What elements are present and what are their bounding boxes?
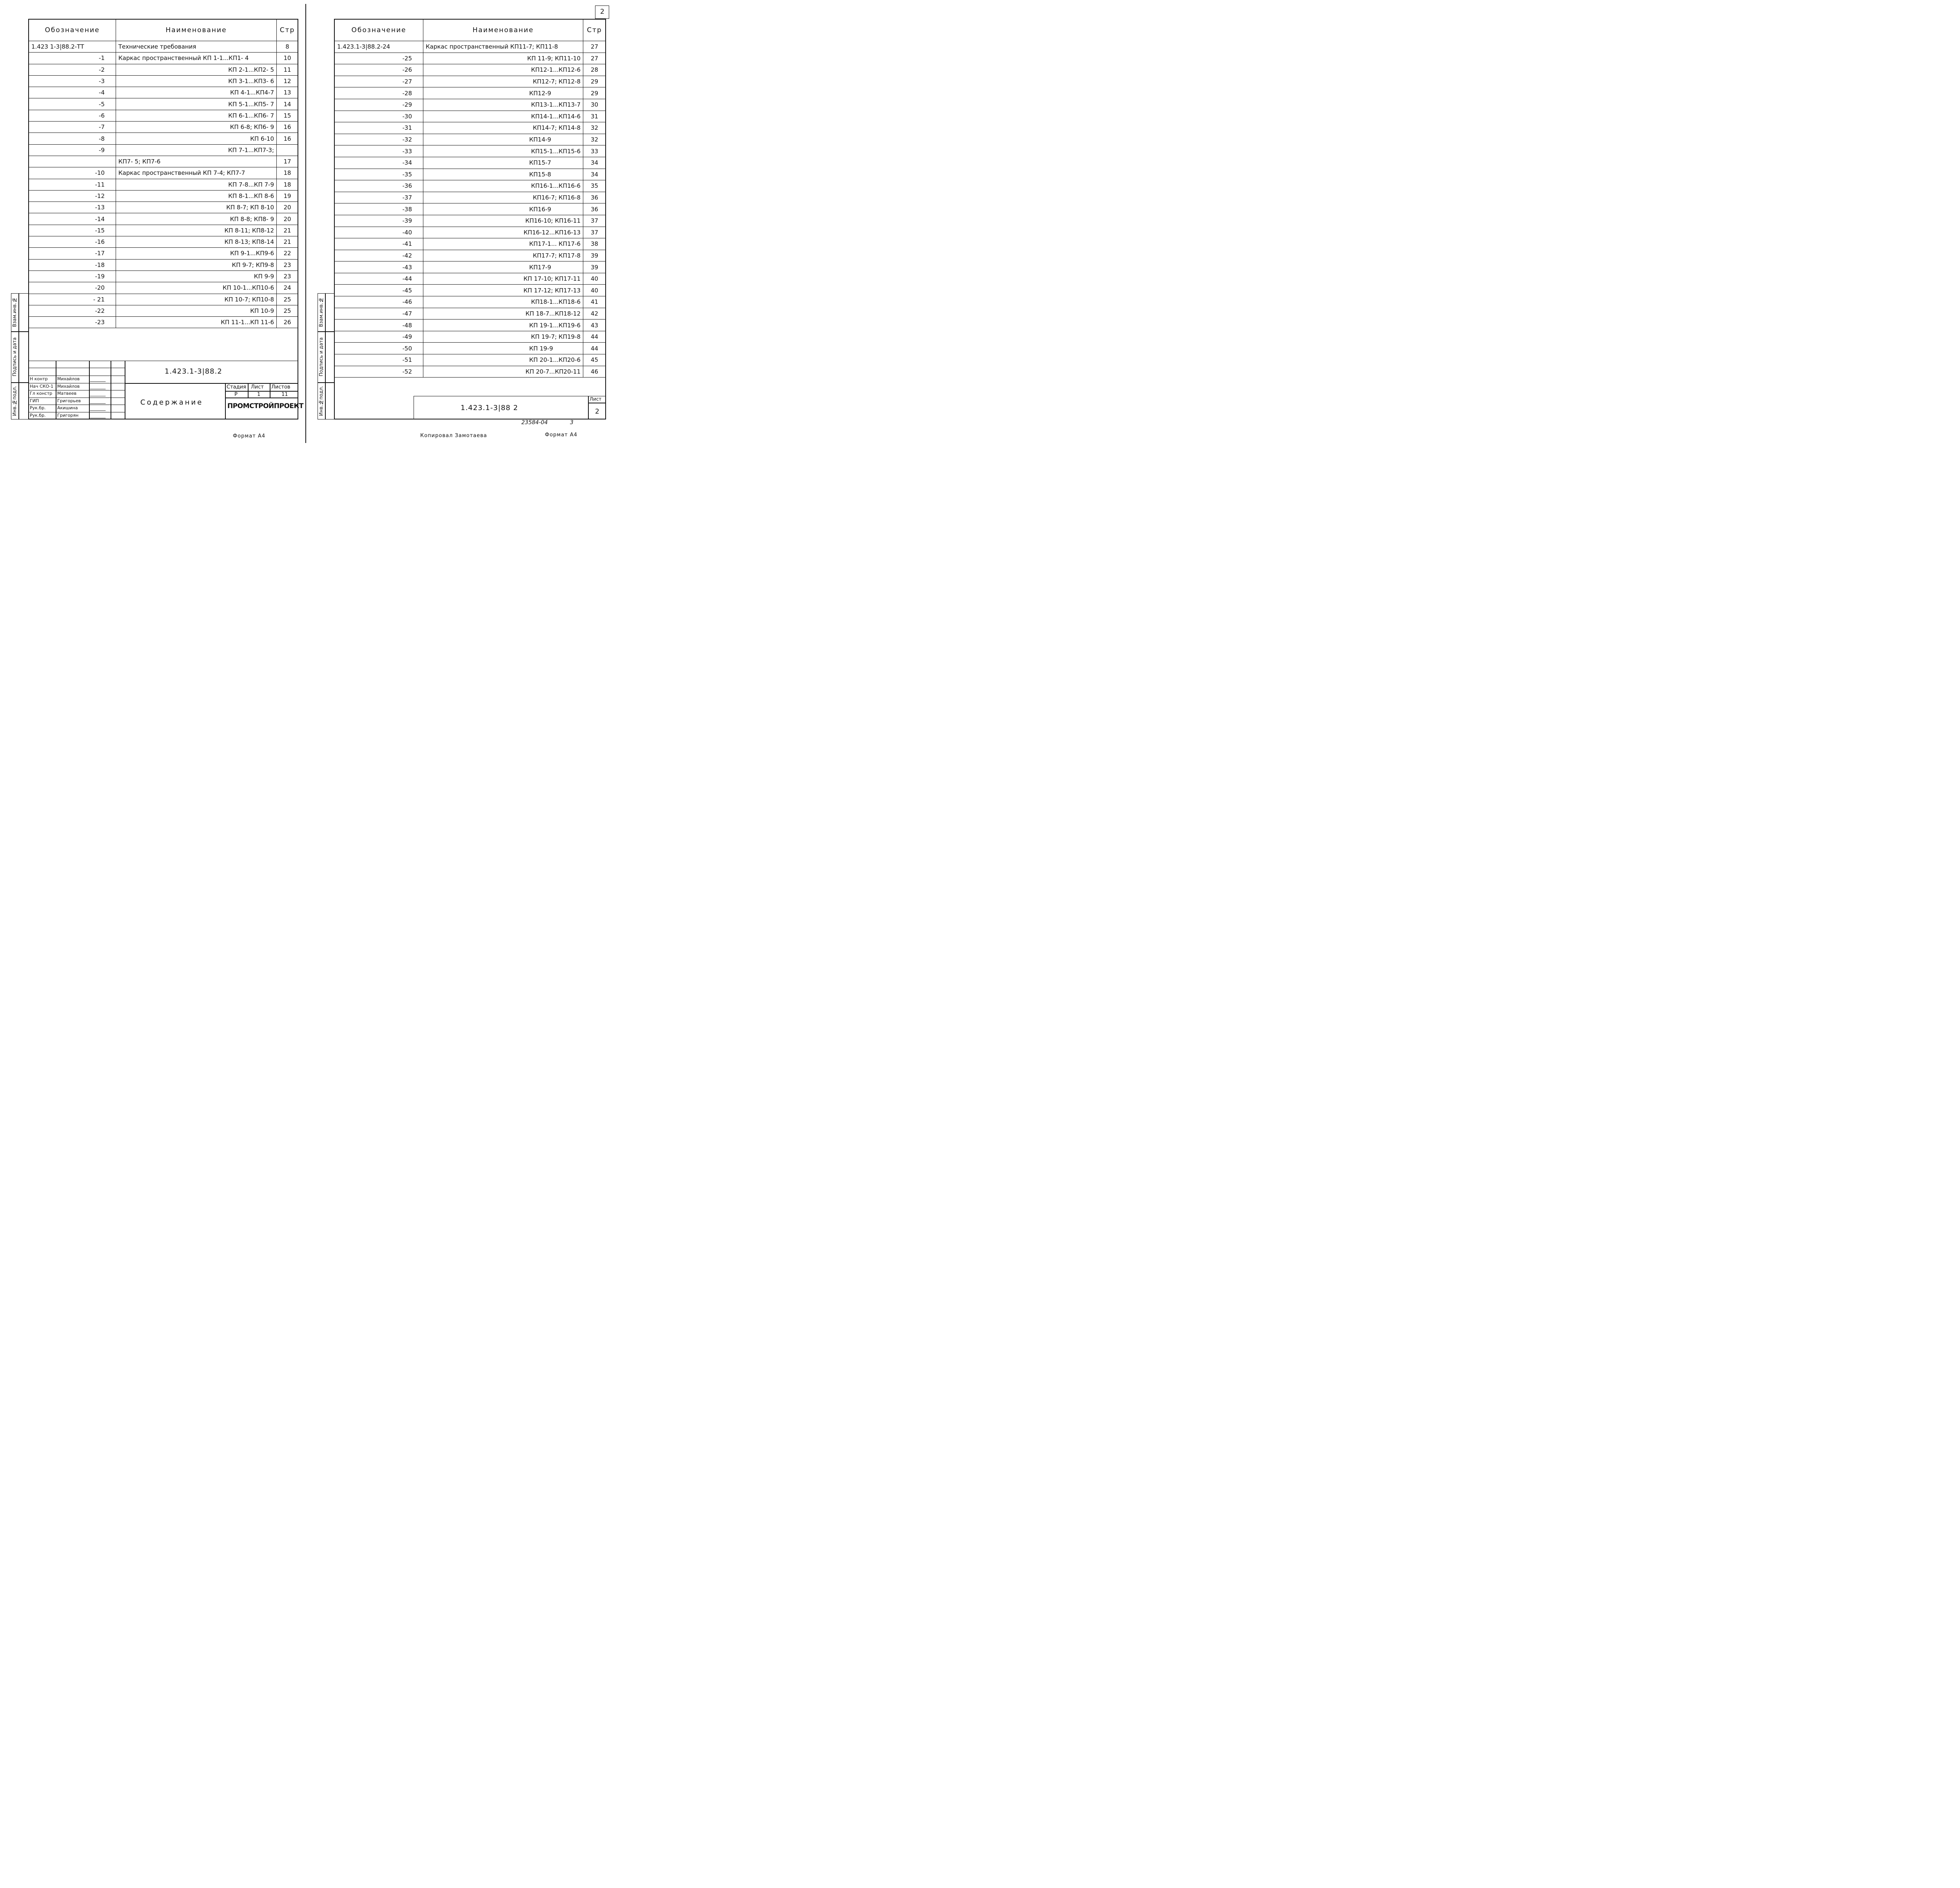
row-name: КП 20-1...КП20-6 [423,354,583,366]
row-name: КП 8-7; КП 8-10 [116,202,277,213]
table-row [29,317,298,328]
row-name: КП 6-10 [116,133,277,144]
row-name: КП7- 5; КП7-6 [116,156,277,167]
row-page: 38 [583,238,606,250]
stamp-person-name: Михайлов [57,376,80,381]
stage-value: Р [234,392,238,398]
row-page: 44 [583,331,606,343]
signature-mark [90,383,107,389]
row-code: -43 [335,261,423,273]
row-page: 40 [583,285,606,296]
row-name: КП 8-13; КП8-14 [116,236,277,248]
table-row [29,41,298,53]
left-doc-code: 1.423.1-3|88.2 [165,367,222,376]
row-code: -41 [335,238,423,250]
table-row [29,270,298,282]
table-row [29,225,298,236]
table-row [29,213,298,225]
row-page: 15 [277,110,298,121]
table-row [29,179,298,190]
row-name: КП15-7 [423,157,583,169]
side-label-podpis: Подпись и дата [12,337,17,377]
table-row [29,282,298,294]
row-name: КП 5-1...КП5- 7 [116,98,277,110]
row-name: КП 9-7; КП9-8 [116,259,277,270]
stamp-role: ГИП [30,398,39,403]
table-row [335,134,606,145]
row-code: -15 [29,225,116,236]
row-page: 36 [583,192,606,203]
row-code: -23 [29,317,116,328]
left-format-label: Формат А4 [233,433,266,439]
stamp-person-name: Матвеев [57,391,77,396]
row-page: 21 [277,225,298,236]
signature-mark [90,390,107,396]
row-name: КП 3-1...КП3- 6 [116,75,277,87]
row-name: КП 17-12; КП17-13 [423,285,583,296]
row-page: 34 [583,169,606,180]
left-contents-table [29,19,298,328]
row-name: КП12-9 [423,87,583,99]
row-page: 24 [277,282,298,294]
table-row [335,285,606,296]
row-page: 42 [583,308,606,320]
table-row [335,145,606,157]
row-code: 1.423.1-3|88.2-24 [335,41,423,53]
table-row [335,180,606,192]
row-name: КП 11-1...КП 11-6 [116,317,277,328]
row-name: КП 8-11; КП8-12 [116,225,277,236]
row-code: -39 [335,215,423,227]
row-code: -4 [29,87,116,98]
stamp-divider [248,383,249,398]
table-row [335,169,606,180]
row-name: КП 20-7...КП20-11 [423,366,583,378]
table-row [29,98,298,110]
row-code: -1 [29,53,116,64]
table-row [335,308,606,320]
table-row [29,167,298,179]
row-page: 13 [277,87,298,98]
row-page: 23 [277,259,298,270]
row-code: -22 [29,305,116,316]
header-code: Обозначение [29,20,116,41]
row-code: -42 [335,250,423,261]
row-code: -6 [29,110,116,121]
signature-mark [90,412,107,418]
table-row [335,41,606,53]
table-row [335,238,606,250]
row-name: КП 6-1...КП6- 7 [116,110,277,121]
row-page: 25 [277,305,298,316]
row-code: -35 [335,169,423,180]
left-doc-title: Содержание [140,398,203,407]
row-name: КП14-9 [423,134,583,145]
row-code: -25 [335,53,423,64]
stamp-role: Рук.бр. [30,405,46,410]
row-code: -18 [29,259,116,270]
row-name: КП 4-1...КП4-7 [116,87,277,98]
row-code: -14 [29,213,116,225]
row-code: 1.423 1-3|88.2-ТТ [29,41,116,53]
row-code: -12 [29,190,116,202]
table-row [29,75,298,87]
row-code: -10 [29,167,116,179]
table-row [335,64,606,76]
row-code: -13 [29,202,116,213]
table-row [335,273,606,285]
row-page: 39 [583,250,606,261]
side-divider [11,382,29,383]
table-header [29,20,298,41]
stamp-person-name: Григорян [57,412,79,418]
copied-by: Копировал Замотаева [420,433,487,439]
table-row [29,110,298,121]
table-row [335,122,606,134]
row-page: 29 [583,76,606,87]
row-page: 35 [583,180,606,192]
side-divider [18,293,19,419]
row-page: 33 [583,145,606,157]
side-divider [325,293,326,419]
row-code: -38 [335,203,423,215]
row-page: 19 [277,190,298,202]
table-row [335,203,606,215]
row-name: КП 10-1...КП10-6 [116,282,277,294]
table-header [335,20,606,41]
row-code: -34 [335,157,423,169]
table-row [29,133,298,144]
page-corner-number: 2 [600,8,604,16]
row-name: КП 11-9; КП11-10 [423,53,583,64]
row-page: 22 [277,248,298,259]
row-name: КП16-12...КП16-13 [423,227,583,238]
row-code: -20 [29,282,116,294]
row-page: 18 [277,179,298,190]
row-page: 8 [277,41,298,53]
row-page: 27 [583,41,606,53]
row-name: КП 7-1...КП7-3; [116,144,277,156]
row-name: КП16-1...КП16-6 [423,180,583,192]
row-page: 41 [583,296,606,308]
row-page: 26 [277,317,298,328]
row-page: 37 [583,227,606,238]
row-page: 37 [583,215,606,227]
side-divider [318,382,334,383]
row-page: 46 [583,366,606,378]
stamp-role: Гл констр [30,391,53,396]
row-code: -26 [335,64,423,76]
row-page: 32 [583,122,606,134]
table-row [335,76,606,87]
table-row [335,366,606,378]
row-page: 39 [583,261,606,273]
row-page: 10 [277,53,298,64]
row-code: -36 [335,180,423,192]
row-name: КП18-1...КП18-6 [423,296,583,308]
side-label-vzam: Взам.инв.№ [318,297,324,327]
row-page: 31 [583,111,606,122]
row-name: КП 19-9 [423,343,583,354]
stamp-person-name: Михайлов [57,383,80,389]
table-row [29,259,298,270]
stamp-divider [588,396,589,419]
row-name: КП 7-8...КП 7-9 [116,179,277,190]
row-page: 25 [277,294,298,305]
row-code: -47 [335,308,423,320]
row-name: Технические требования [116,41,277,53]
right-contents-table [334,19,606,378]
table-row [29,305,298,316]
stage-label: Стадия [227,384,246,390]
stamp-role: Рук.бр. [30,412,46,418]
table-row [335,87,606,99]
table-row [29,53,298,64]
row-name: КП 6-8; КП6- 9 [116,122,277,133]
row-code: -19 [29,270,116,282]
table-row [335,354,606,366]
row-code: -49 [335,331,423,343]
table-row [29,87,298,98]
table-row [29,64,298,75]
table-row [335,250,606,261]
row-code: -28 [335,87,423,99]
stamp-role: Н контр [30,376,48,381]
table-row [29,236,298,248]
table-row [335,215,606,227]
table-row [29,190,298,202]
row-page: 18 [277,167,298,179]
table-row [335,296,606,308]
row-name: КП15-8 [423,169,583,180]
row-code: -5 [29,98,116,110]
row-name: КП 10-7; КП10-8 [116,294,277,305]
row-name: КП 19-7; КП19-8 [423,331,583,343]
row-page: 14 [277,98,298,110]
row-code: -3 [29,75,116,87]
row-name: КП 17-10; КП17-11 [423,273,583,285]
table-row [335,261,606,273]
right-sheet-label: Лист [590,396,602,402]
row-name: КП16-9 [423,203,583,215]
row-page: 34 [583,157,606,169]
row-name: КП12-1...КП12-6 [423,64,583,76]
row-code: -37 [335,192,423,203]
row-page: 40 [583,273,606,285]
stamp-divider [225,383,226,419]
side-divider [318,331,334,332]
row-code: -2 [29,64,116,75]
table-row [335,111,606,122]
row-name: КП13-1...КП13-7 [423,99,583,111]
row-page: 17 [277,156,298,167]
row-page: 27 [583,53,606,64]
row-code: -31 [335,122,423,134]
table-row [29,144,298,156]
table-row [29,202,298,213]
row-page: 30 [583,99,606,111]
archive-number: 23584-04 [521,419,548,426]
table-row [335,343,606,354]
table-row [335,192,606,203]
sheets-label: Листов [271,384,290,390]
row-page: 21 [277,236,298,248]
row-name: КП17-9 [423,261,583,273]
row-page: 23 [277,270,298,282]
row-name: КП16-10; КП16-11 [423,215,583,227]
right-format-label: Формат А4 [545,432,578,438]
row-code: -16 [29,236,116,248]
row-page: 32 [583,134,606,145]
row-code: -11 [29,179,116,190]
stamp-person-name: Григорьев [57,398,81,403]
row-page: 29 [583,87,606,99]
signature-mark [90,398,107,404]
row-name: КП 9-1...КП9-6 [116,248,277,259]
side-label-inv: Инв.№подл. [318,386,324,416]
row-code: -17 [29,248,116,259]
row-name: КП17-7; КП17-8 [423,250,583,261]
row-code: -45 [335,285,423,296]
row-page: 36 [583,203,606,215]
archive-sheet: 3 [570,419,573,426]
side-label-vzam: Взам.инв.№ [12,297,17,327]
row-page: 11 [277,64,298,75]
side-label-inv: Инв.№подл. [12,386,17,416]
side-label-podpis: Подпись и дата [318,337,324,377]
row-code: -30 [335,111,423,122]
table-row [335,53,606,64]
row-page: 28 [583,64,606,76]
row-code: -46 [335,296,423,308]
row-page: 45 [583,354,606,366]
stamp-divider [125,383,298,384]
row-code: -44 [335,273,423,285]
row-page: 16 [277,133,298,144]
row-name: Каркас пространственный КП11-7; КП11-8 [423,41,583,53]
org-name: ПРОМСТРОЙПРОЕКТ [227,402,304,410]
row-code [29,156,116,167]
row-page: 20 [277,202,298,213]
table-row [335,331,606,343]
row-name: КП 8-8; КП8- 9 [116,213,277,225]
stamp-role: Нач СКО-1 [30,383,54,389]
row-page: 44 [583,343,606,354]
table-row [335,320,606,331]
table-row [335,157,606,169]
row-name: КП 2-1...КП2- 5 [116,64,277,75]
row-code: - 21 [29,294,116,305]
table-row [29,122,298,133]
row-page: 12 [277,75,298,87]
row-name: КП16-7; КП16-8 [423,192,583,203]
header-name: Наименование [116,20,277,41]
row-code: -7 [29,122,116,133]
row-name: Каркас пространственный КП 7-4; КП7-7 [116,167,277,179]
row-name: КП14-7; КП14-8 [423,122,583,134]
sheet-value: 1 [257,392,261,398]
table-row [335,227,606,238]
row-code: -29 [335,99,423,111]
row-name: Каркас пространственный КП 1-1...КП1- 4 [116,53,277,64]
row-code: -27 [335,76,423,87]
right-doc-code: 1.423.1-3|88 2 [461,404,518,412]
header-name: Наименование [423,20,583,41]
header-page: Стр [583,20,606,41]
row-page: 16 [277,122,298,133]
row-code: -48 [335,320,423,331]
stamp-person-name: Акишина [57,405,78,410]
signature-mark [90,405,107,411]
row-name: КП 10-9 [116,305,277,316]
row-name: КП 19-1...КП19-6 [423,320,583,331]
table-row [29,294,298,305]
row-page: 20 [277,213,298,225]
row-page [277,144,298,156]
row-code: -9 [29,144,116,156]
row-code: -8 [29,133,116,144]
sheet-separator [305,4,306,443]
sheets-value: 11 [281,392,288,398]
right-sheet-value: 2 [595,408,599,416]
sheet-label: Лист [251,384,264,390]
row-code: -33 [335,145,423,157]
row-name: КП17-1... КП17-6 [423,238,583,250]
row-name: КП14-1...КП14-6 [423,111,583,122]
row-page: 43 [583,320,606,331]
row-code: -32 [335,134,423,145]
table-row [29,248,298,259]
table-row [335,99,606,111]
row-name: КП 8-1...КП 8-6 [116,190,277,202]
row-name: КП12-7; КП12-8 [423,76,583,87]
row-code: -50 [335,343,423,354]
header-page: Стр [277,20,298,41]
row-code: -51 [335,354,423,366]
row-name: КП 9-9 [116,270,277,282]
side-divider [11,331,29,332]
row-name: КП15-1...КП15-6 [423,145,583,157]
signature-mark [90,376,107,382]
header-code: Обозначение [335,20,423,41]
row-code: -40 [335,227,423,238]
table-row [29,156,298,167]
row-code: -52 [335,366,423,378]
row-name: КП 18-7...КП18-12 [423,308,583,320]
